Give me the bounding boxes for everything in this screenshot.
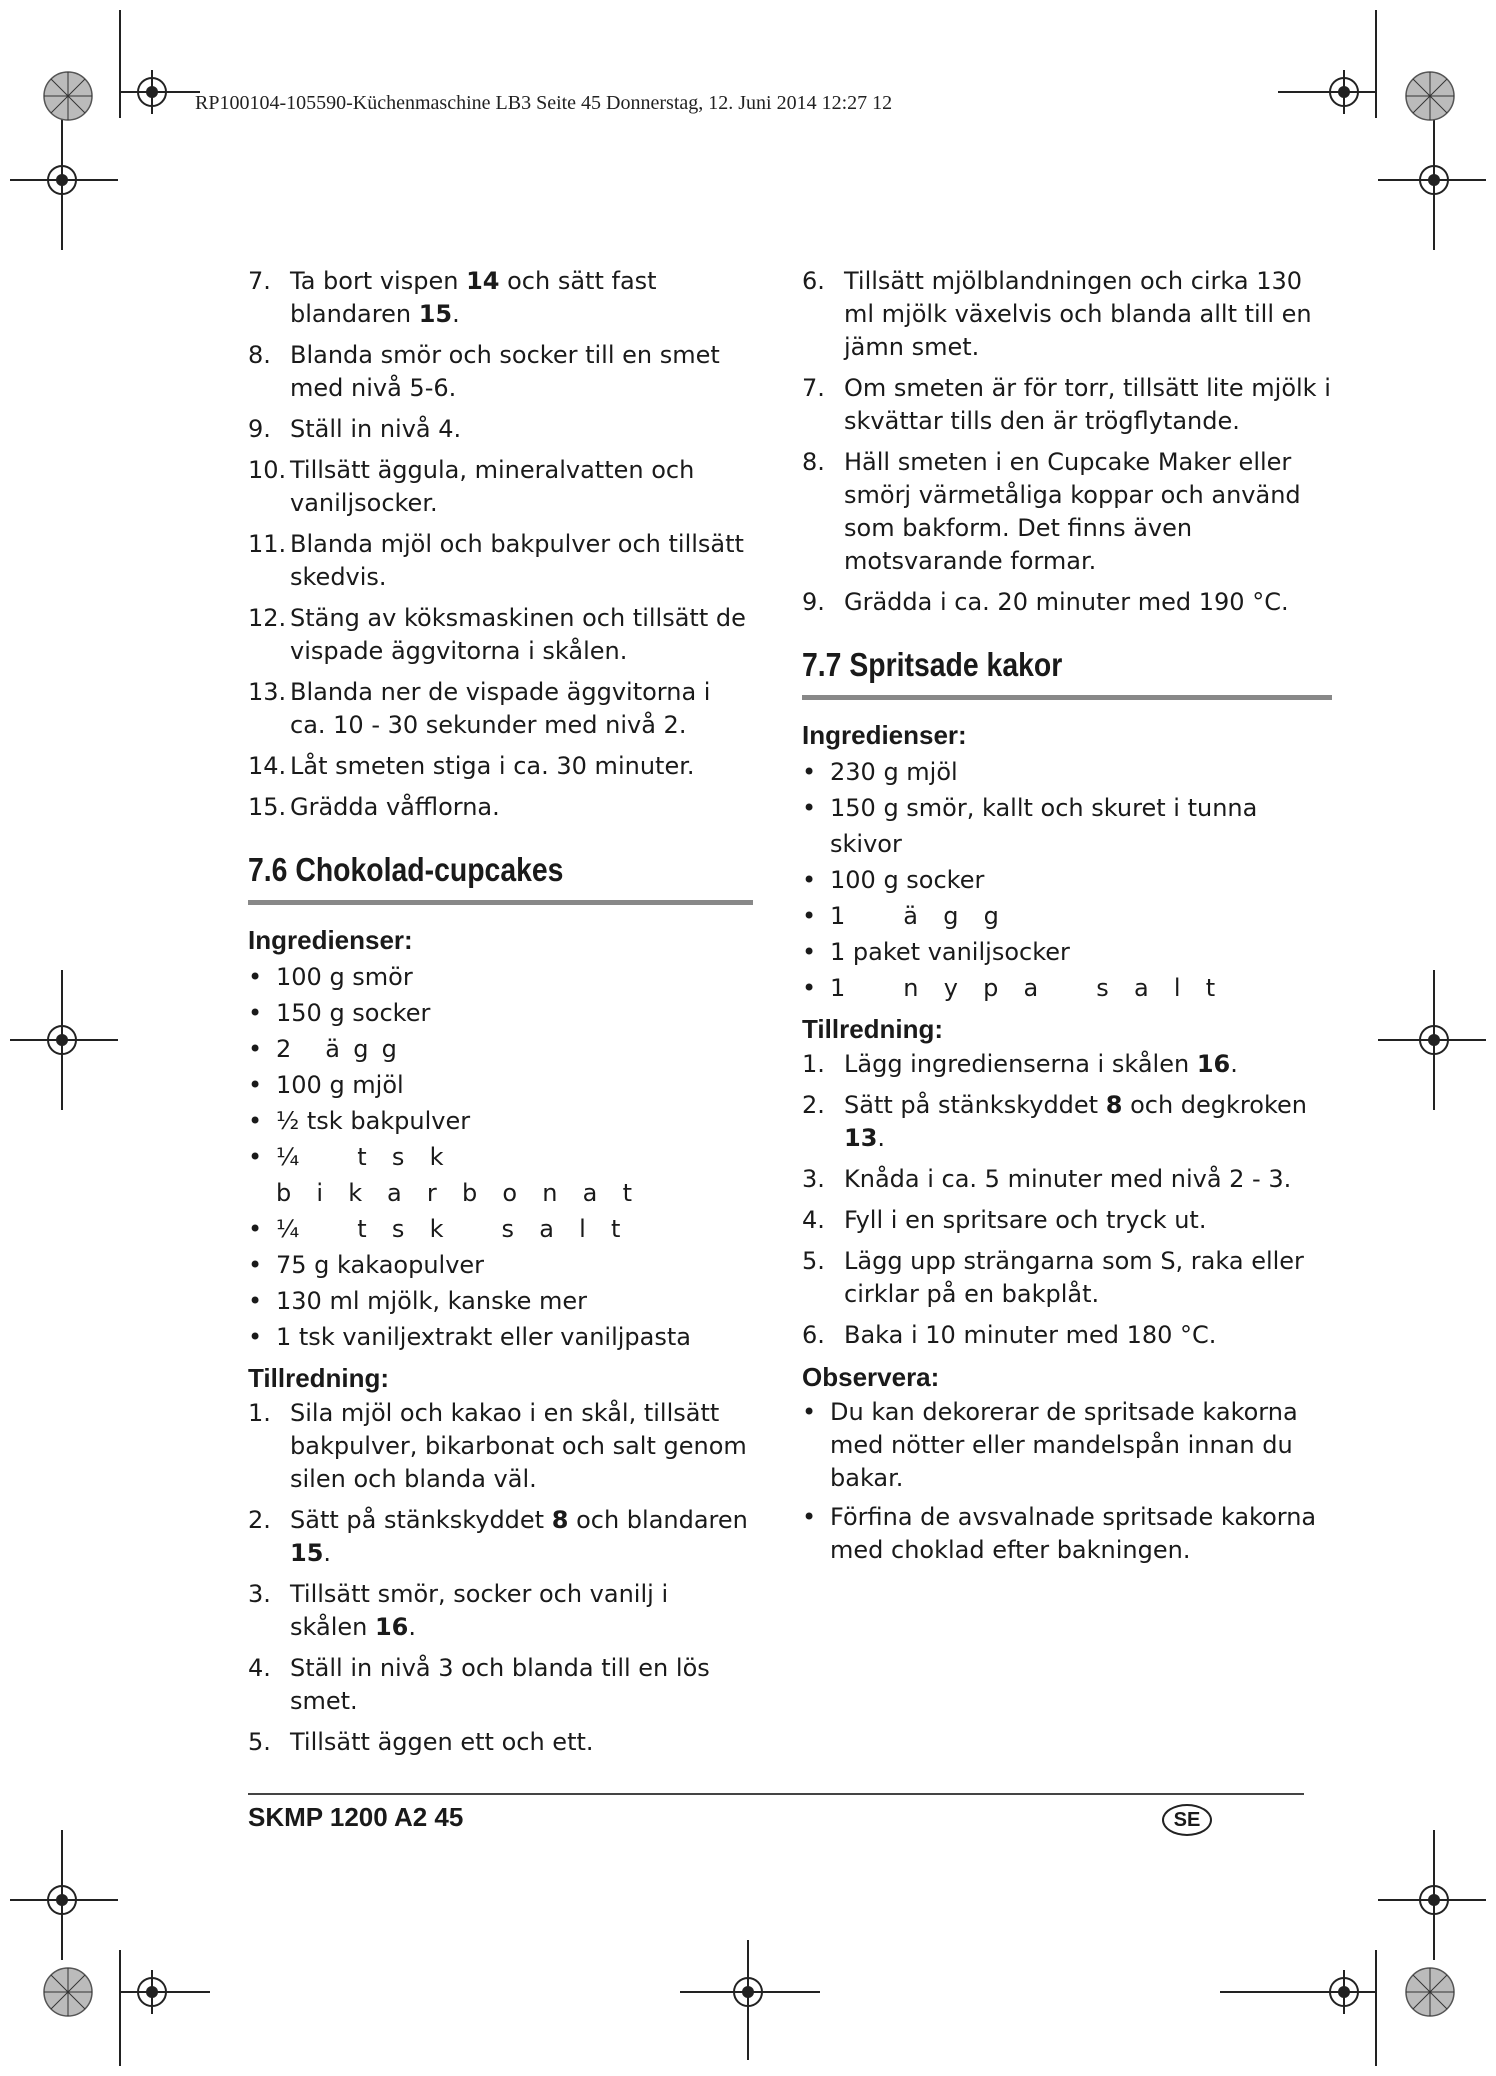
section-title-spritsade: 7.7 Spritsade kakor bbox=[802, 646, 1063, 683]
spritsade-ingredients-list bbox=[802, 754, 1332, 1006]
section-divider bbox=[248, 900, 753, 905]
list-item: • 130 ml mjölk, kanske mer bbox=[248, 1287, 588, 1315]
list-item: 6. Tillsätt mjölblandningen och cirka 130 ml mjölk växelvis och blanda allt till en jämn smet. bbox=[802, 267, 1312, 361]
list-item: 14. Låt smeten stiga i ca. 30 minuter. bbox=[248, 752, 695, 780]
list-item: 15. Grädda våfflorna. bbox=[248, 793, 500, 821]
list-item: • 150 g socker bbox=[248, 999, 431, 1027]
list-item: 10. Tillsätt äggula, mineralvatten och vaniljsocker. bbox=[248, 456, 695, 517]
list-item: • 1 nypa salt bbox=[802, 974, 1241, 1002]
cupcake-steps-continued bbox=[802, 265, 1332, 619]
notes-list bbox=[802, 1396, 1332, 1567]
list-item: 3. Tillsätt smör, socker och vanilj i skålen 16. bbox=[248, 1580, 669, 1641]
list-item: 4. Fyll i en spritsare och tryck ut. bbox=[802, 1206, 1207, 1234]
list-item: • 1 tsk vaniljextrakt eller vaniljpasta bbox=[248, 1323, 691, 1351]
list-item: • 150 g smör, kallt och skuret i tunna skivor bbox=[802, 794, 1258, 858]
list-item: • 2 ägg bbox=[248, 1035, 411, 1063]
list-item: 3. Knåda i ca. 5 minuter med nivå 2 - 3. bbox=[802, 1165, 1292, 1193]
list-item: 6. Baka i 10 minuter med 180 °C. bbox=[802, 1321, 1217, 1349]
list-item: • 100 g smör bbox=[248, 963, 413, 991]
list-item: • 1 ägg bbox=[802, 902, 1025, 930]
preparation-heading: Tillredning: bbox=[248, 1363, 390, 1393]
ingredients-heading: Ingredienser: bbox=[248, 925, 413, 955]
note-heading: Observera: bbox=[802, 1362, 940, 1392]
list-item: 7. Ta bort vispen 14 och sätt fast blandaren 15. bbox=[248, 267, 657, 328]
list-item: 9. Ställ in nivå 4. bbox=[248, 415, 462, 443]
list-item: 9. Grädda i ca. 20 minuter med 190 °C. bbox=[802, 588, 1289, 616]
left-column bbox=[248, 265, 753, 1767]
list-item: 2. Sätt på stänkskyddet 8 och degkroken 13. bbox=[802, 1091, 1307, 1152]
list-item: • ½ tsk bakpulver bbox=[248, 1107, 471, 1135]
list-item: 5. Tillsätt äggen ett och ett. bbox=[248, 1728, 594, 1756]
preparation-heading: Tillredning: bbox=[802, 1014, 944, 1044]
list-item: 5. Lägg upp strängarna som S, raka eller cirklar på en bakplåt. bbox=[802, 1247, 1304, 1308]
ingredients-heading: Ingredienser: bbox=[802, 720, 967, 750]
list-item: • Du kan dekorerar de spritsade kakorna med nötter eller mandelspån innan du bakar. bbox=[802, 1398, 1298, 1492]
list-item: 8. Häll smeten i en Cupcake Maker eller smörj värmetåliga koppar och använd som bakform. Det finns även motsvarande formar. bbox=[802, 448, 1301, 575]
footer-divider bbox=[248, 1793, 1304, 1795]
list-item: 12. Stäng av köksmaskinen och tillsätt de vispade äggvitorna i skålen. bbox=[248, 604, 746, 665]
list-item: 8. Blanda smör och socker till en smet med nivå 5-6. bbox=[248, 341, 720, 402]
list-item: 4. Ställ in nivå 3 och blanda till en lös smet. bbox=[248, 1654, 710, 1715]
list-item: 11. Blanda mjöl och bakpulver och tillsätt skedvis. bbox=[248, 530, 744, 591]
section-divider bbox=[802, 695, 1332, 700]
list-item: • 230 g mjöl bbox=[802, 758, 958, 786]
list-item: • 1 paket vaniljsocker bbox=[802, 938, 1070, 966]
list-item: • ¼ tsk salt bbox=[248, 1215, 646, 1243]
list-item: • ¼ tsk bikarbonat bbox=[248, 1143, 658, 1207]
print-header-line: RP100104-105590-Küchenmaschine LB3 Seite 45 Donnerstag, 12. Juni 2014 12:27 12 bbox=[195, 92, 893, 114]
list-item: • 100 g mjöl bbox=[248, 1071, 404, 1099]
right-column bbox=[802, 265, 1332, 1567]
list-item: 1. Sila mjöl och kakao i en skål, tillsätt bakpulver, bikarbonat och salt genom silen och blanda väl. bbox=[248, 1399, 747, 1493]
list-item: • 75 g kakaopulver bbox=[248, 1251, 485, 1279]
cupcake-ingredients-list bbox=[248, 959, 753, 1355]
waffle-steps-list bbox=[248, 265, 753, 824]
section-title-cupcakes: 7.6 Chokolad-cupcakes bbox=[248, 851, 564, 888]
list-item: • Förfina de avsvalnade spritsade kakorna med choklad efter bakningen. bbox=[802, 1503, 1317, 1564]
language-badge: SE bbox=[1162, 1804, 1212, 1836]
cupcake-steps-list bbox=[248, 1397, 753, 1759]
footer-model-page: SKMP 1200 A2 45 bbox=[248, 1802, 464, 1832]
spritsade-steps-list bbox=[802, 1048, 1332, 1352]
list-item: 2. Sätt på stänkskyddet 8 och blandaren 15. bbox=[248, 1506, 748, 1567]
list-item: • 100 g socker bbox=[802, 866, 985, 894]
list-item: 7. Om smeten är för torr, tillsätt lite mjölk i skvättar tills den är trögflytande. bbox=[802, 374, 1331, 435]
list-item: 13. Blanda ner de vispade äggvitorna i ca. 10 - 30 sekunder med nivå 2. bbox=[248, 678, 711, 739]
list-item: 1. Lägg ingredienserna i skålen 16. bbox=[802, 1050, 1238, 1078]
